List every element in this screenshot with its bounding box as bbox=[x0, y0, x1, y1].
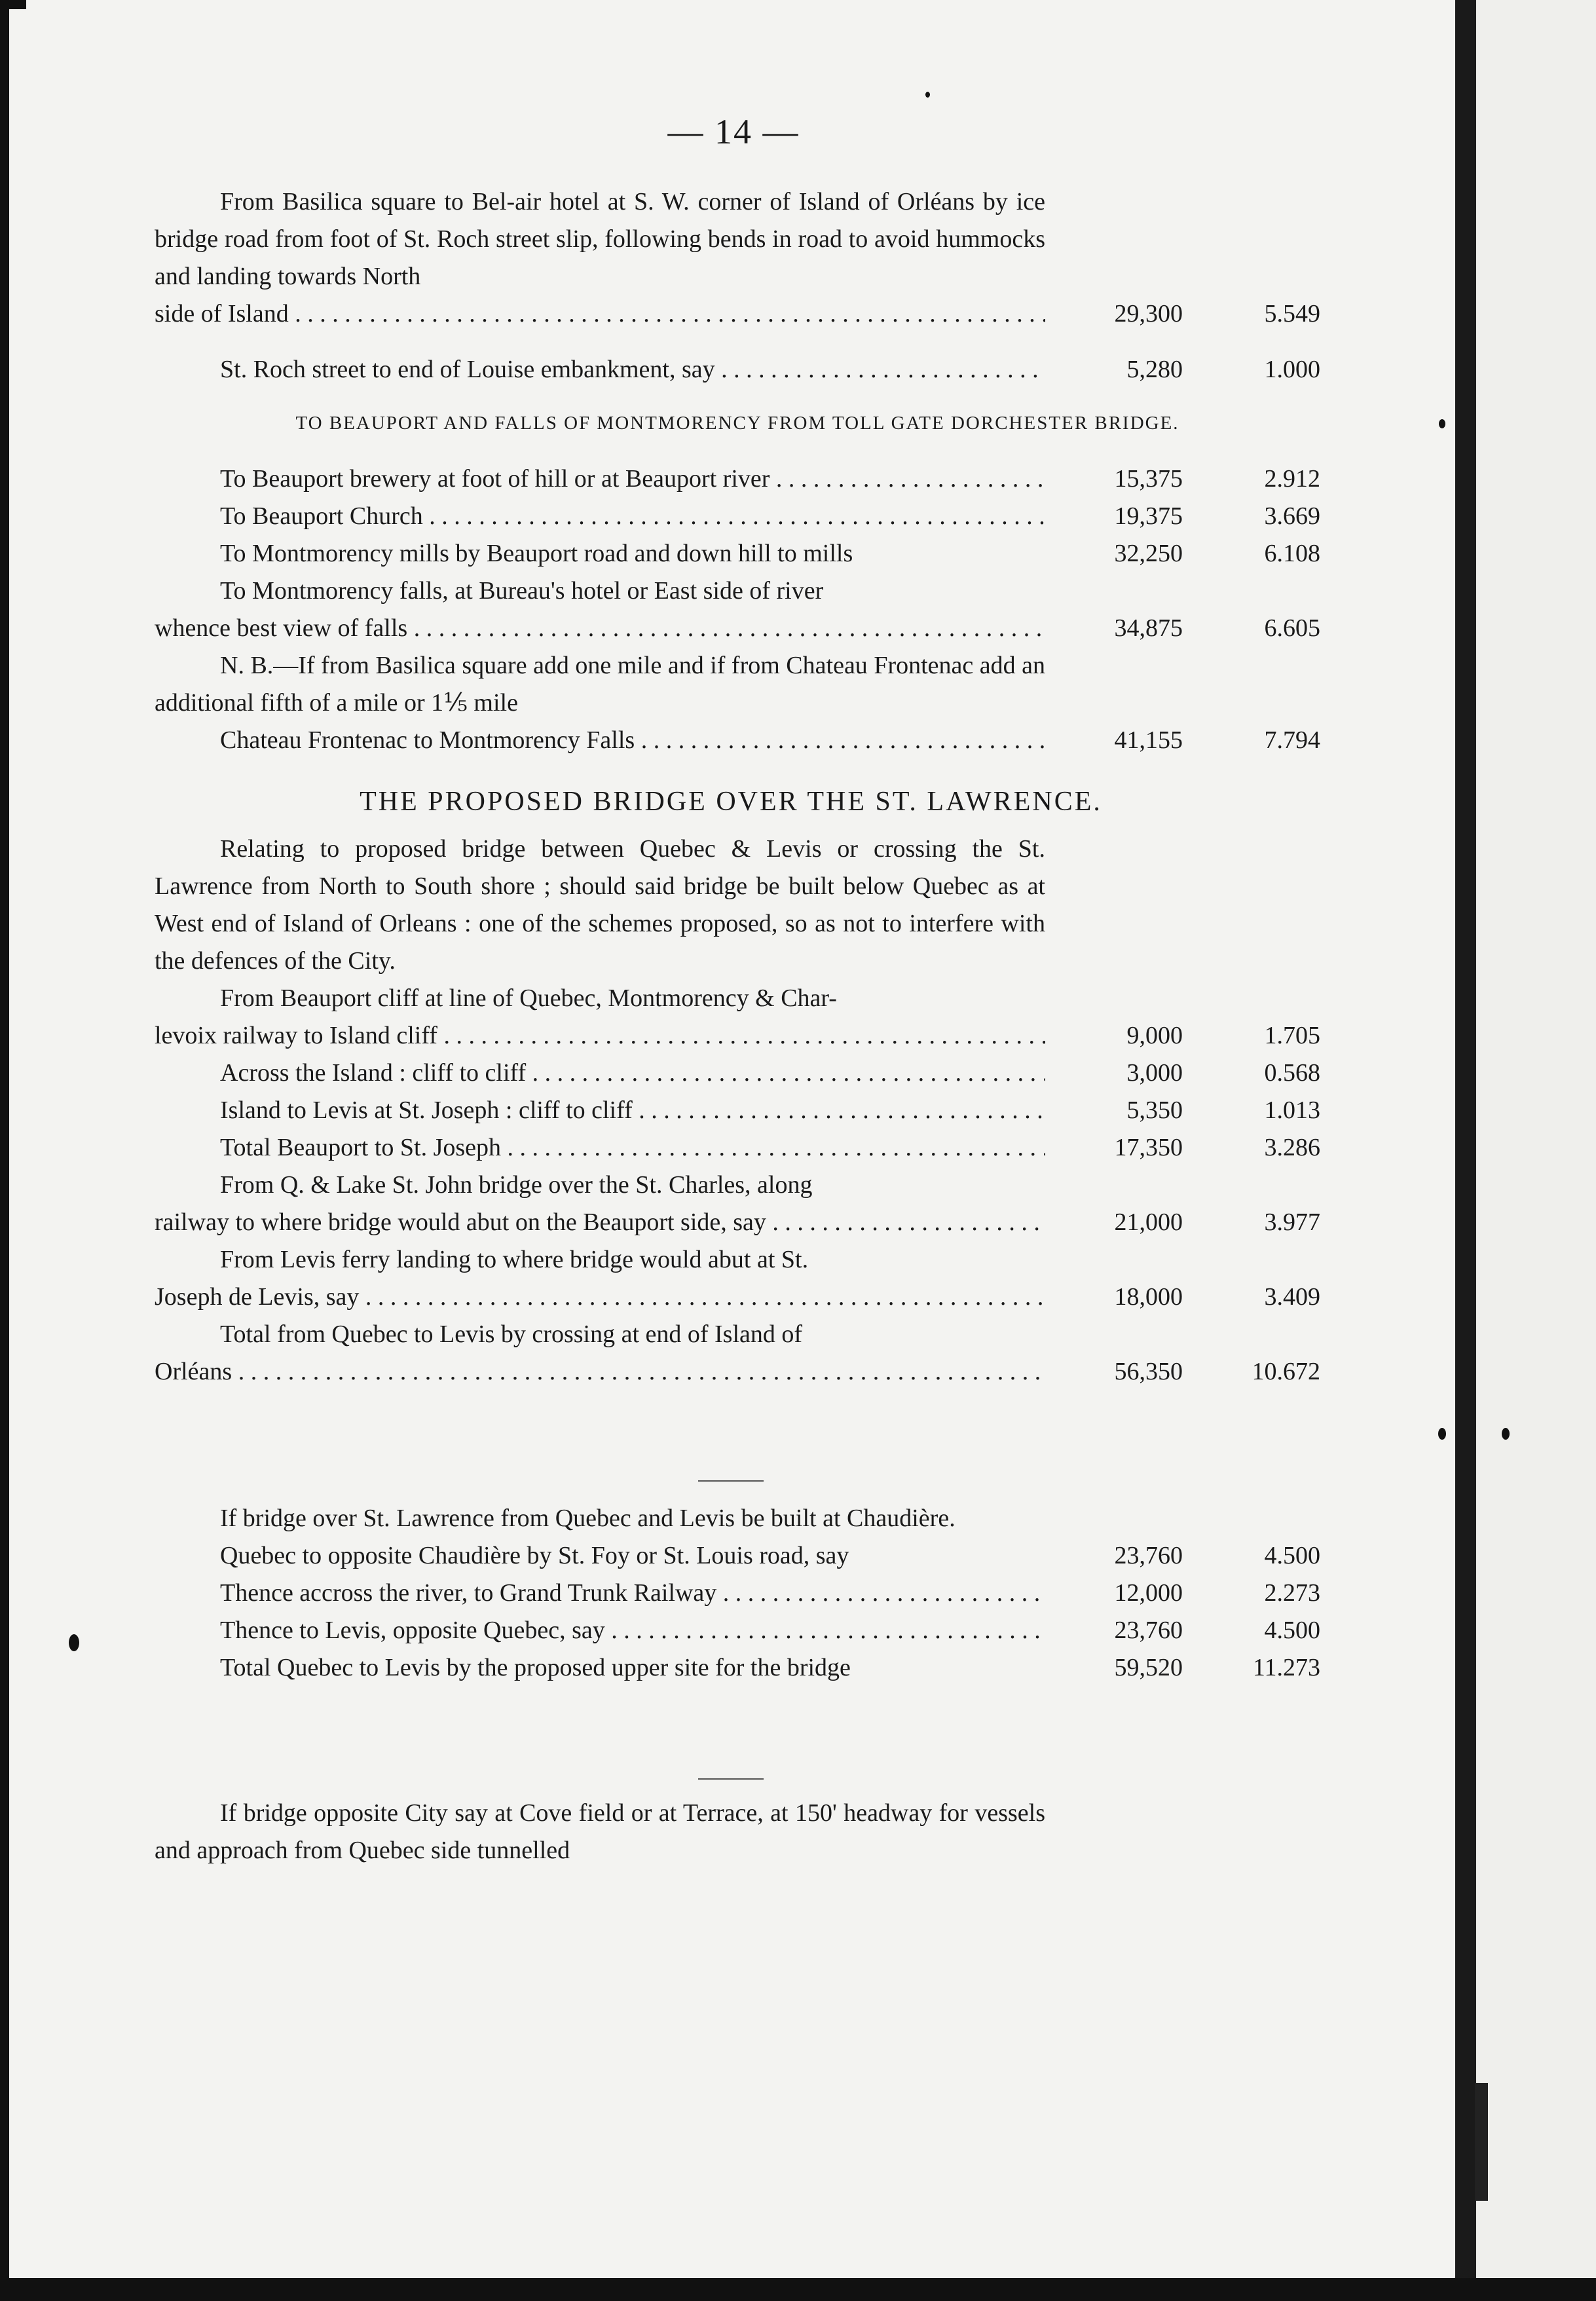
distance-row bbox=[155, 1575, 1320, 1612]
row-label: Total Quebec to Levis by the proposed upper site for the bridge bbox=[220, 1654, 851, 1681]
miles-value: 2.273 bbox=[1264, 1579, 1320, 1607]
miles-value: 1.705 bbox=[1264, 1022, 1320, 1049]
miles-value: 3.409 bbox=[1264, 1283, 1320, 1311]
scan-border-left bbox=[0, 0, 9, 2301]
row-label: levoix railway to Island cliff . . . bbox=[155, 1017, 1045, 1055]
distance-row bbox=[155, 1649, 1320, 1687]
feet-value: 15,375 bbox=[1114, 465, 1183, 493]
distance-row bbox=[155, 1612, 1320, 1649]
distance-row bbox=[155, 1279, 1320, 1316]
feet-value: 59,520 bbox=[1114, 1654, 1183, 1681]
section-heading: TO BEAUPORT AND FALLS OF MONTMORENCY FROM TOLL GATE DORCHESTER BRIDGE. bbox=[295, 413, 1179, 434]
miles-value: 1.013 bbox=[1264, 1096, 1320, 1124]
row-label: side of Island . . . bbox=[155, 295, 1045, 333]
section-title bbox=[155, 786, 1307, 817]
feet-value: 29,300 bbox=[1114, 300, 1183, 327]
feet-value: 41,155 bbox=[1114, 726, 1183, 754]
closing-paragraph: If bridge opposite City say at Cove field or at Terrace, at 150' headway for vessels and approach from Quebec side tunnelled bbox=[155, 1799, 1045, 1864]
feet-value: 18,000 bbox=[1114, 1283, 1183, 1311]
ink-speck bbox=[69, 1634, 79, 1651]
miles-value: 3.977 bbox=[1264, 1208, 1320, 1236]
row-label: To Montmorency mills by Beauport road and down hill to mills bbox=[220, 540, 853, 567]
miles-value: 11.273 bbox=[1252, 1654, 1320, 1681]
distance-row bbox=[155, 351, 1320, 388]
distance-row bbox=[155, 1129, 1320, 1167]
feet-value: 19,375 bbox=[1114, 502, 1183, 530]
distance-row bbox=[155, 722, 1320, 759]
row-label: To Beauport Church . . . bbox=[220, 498, 1045, 535]
ink-speck bbox=[1438, 1428, 1446, 1440]
distance-row bbox=[155, 535, 1320, 572]
row-label: Thence accross the river, to Grand Trunk Railway . . . bbox=[220, 1575, 1045, 1612]
row-label: Joseph de Levis, say . . . bbox=[155, 1279, 1045, 1316]
feet-value: 32,250 bbox=[1114, 540, 1183, 567]
row-label: Total Beauport to St. Joseph . . . bbox=[220, 1129, 1045, 1167]
chaudiere-section bbox=[155, 1500, 1320, 1687]
ferry-paragraph: From Levis ferry landing to where bridge would abut at St. bbox=[220, 1246, 809, 1273]
section-title-text: THE PROPOSED BRIDGE OVER THE ST. LAWRENCE. bbox=[360, 787, 1102, 817]
miles-value: 6.108 bbox=[1264, 540, 1320, 567]
row-label: Across the Island : cliff to cliff . . . bbox=[220, 1055, 1045, 1092]
distance-row bbox=[155, 610, 1320, 647]
feet-value: 5,280 bbox=[1126, 356, 1183, 383]
distance-row bbox=[155, 460, 1320, 498]
ink-speck bbox=[925, 92, 930, 98]
miles-value: 4.500 bbox=[1264, 1542, 1320, 1569]
row-label: Orléans . . . bbox=[155, 1353, 1045, 1391]
beauport-section bbox=[155, 413, 1320, 759]
miles-value: 5.549 bbox=[1264, 300, 1320, 327]
falls-paragraph: To Montmorency falls, at Bureau's hotel or East side of river bbox=[220, 577, 824, 605]
row-label: Island to Levis at St. Joseph : cliff to cliff . . . bbox=[220, 1092, 1045, 1129]
closing-section bbox=[155, 1795, 1307, 1869]
distance-row bbox=[155, 295, 1320, 333]
miles-value: 7.794 bbox=[1264, 726, 1320, 754]
section-divider bbox=[698, 1480, 764, 1482]
bridge-intro-paragraph: Relating to proposed bridge between Quebec & Levis or crossing the St. Lawrence from North to South shore ; should said bridge be built below Quebec as at West end of Island of Orleans : one of the schemes proposed, so as not to interfere with the defences of the City. bbox=[155, 835, 1045, 975]
miles-value: 10.672 bbox=[1252, 1358, 1320, 1385]
ink-speck bbox=[1439, 419, 1445, 428]
distance-row bbox=[155, 1537, 1320, 1575]
distance-row bbox=[155, 1017, 1320, 1055]
row-label: railway to where bridge would abut on the Beauport side, say . . . bbox=[155, 1204, 1045, 1241]
chaudiere-intro: If bridge over St. Lawrence from Quebec and Levis be built at Chaudière. bbox=[220, 1505, 956, 1532]
row-label: Chateau Frontenac to Montmorency Falls . . . bbox=[220, 722, 1045, 759]
intro-section bbox=[155, 183, 1320, 388]
distance-row bbox=[155, 498, 1320, 535]
miles-value: 6.605 bbox=[1264, 614, 1320, 642]
feet-value: 56,350 bbox=[1114, 1358, 1183, 1385]
total-paragraph: Total from Quebec to Levis by crossing at end of Island of bbox=[220, 1320, 803, 1348]
distance-row bbox=[155, 1092, 1320, 1129]
feet-value: 34,875 bbox=[1114, 614, 1183, 642]
feet-value: 21,000 bbox=[1114, 1208, 1183, 1236]
scan-corner-mark bbox=[0, 0, 26, 9]
miles-value: 2.912 bbox=[1264, 465, 1320, 493]
row-label: To Beauport brewery at foot of hill or at Beauport river . . . bbox=[220, 460, 1045, 498]
feet-value: 23,760 bbox=[1114, 1617, 1183, 1644]
note-paragraph: N. B.—If from Basilica square add one mile and if from Chateau Frontenac add an additional fifth of a mile or 1⅕ mile bbox=[155, 652, 1045, 717]
lake-paragraph: From Q. & Lake St. John bridge over the St. Charles, along bbox=[220, 1171, 813, 1199]
row-label: whence best view of falls . . . bbox=[155, 610, 1045, 647]
gutter-dark-spot bbox=[1475, 2083, 1488, 2201]
feet-value: 9,000 bbox=[1126, 1022, 1183, 1049]
miles-value: 1.000 bbox=[1264, 356, 1320, 383]
miles-value: 3.286 bbox=[1264, 1134, 1320, 1161]
scan-border-bottom bbox=[0, 2278, 1596, 2301]
feet-value: 23,760 bbox=[1114, 1542, 1183, 1569]
distance-row bbox=[155, 1204, 1320, 1241]
feet-value: 3,000 bbox=[1126, 1059, 1183, 1087]
feet-value: 5,350 bbox=[1126, 1096, 1183, 1124]
row-label: St. Roch street to end of Louise embankment, say . . . bbox=[220, 351, 1045, 388]
facing-page-edge bbox=[1476, 0, 1596, 2278]
bridge-section bbox=[155, 786, 1320, 1391]
row-label: Quebec to opposite Chaudière by St. Foy or St. Louis road, say bbox=[220, 1542, 849, 1569]
feet-value: 17,350 bbox=[1114, 1134, 1183, 1161]
cliff-paragraph: From Beauport cliff at line of Quebec, Montmorency & Char- bbox=[220, 984, 837, 1012]
page-gutter-shadow bbox=[1455, 0, 1476, 2278]
row-label: Thence to Levis, opposite Quebec, say . . . bbox=[220, 1612, 1045, 1649]
miles-value: 4.500 bbox=[1264, 1617, 1320, 1644]
miles-value: 3.669 bbox=[1264, 502, 1320, 530]
feet-value: 12,000 bbox=[1114, 1579, 1183, 1607]
intro-paragraph: From Basilica square to Bel-air hotel at S. W. corner of Island of Orléans by ice bridge road from foot of St. Roch street slip, following bends in road to avoid hummocks and landing towards North bbox=[155, 188, 1045, 290]
distance-row bbox=[155, 1055, 1320, 1092]
ink-speck bbox=[1502, 1428, 1510, 1440]
distance-row bbox=[155, 1353, 1320, 1391]
section-divider bbox=[698, 1778, 764, 1780]
page-number: — 14 — bbox=[667, 112, 800, 151]
miles-value: 0.568 bbox=[1264, 1059, 1320, 1087]
